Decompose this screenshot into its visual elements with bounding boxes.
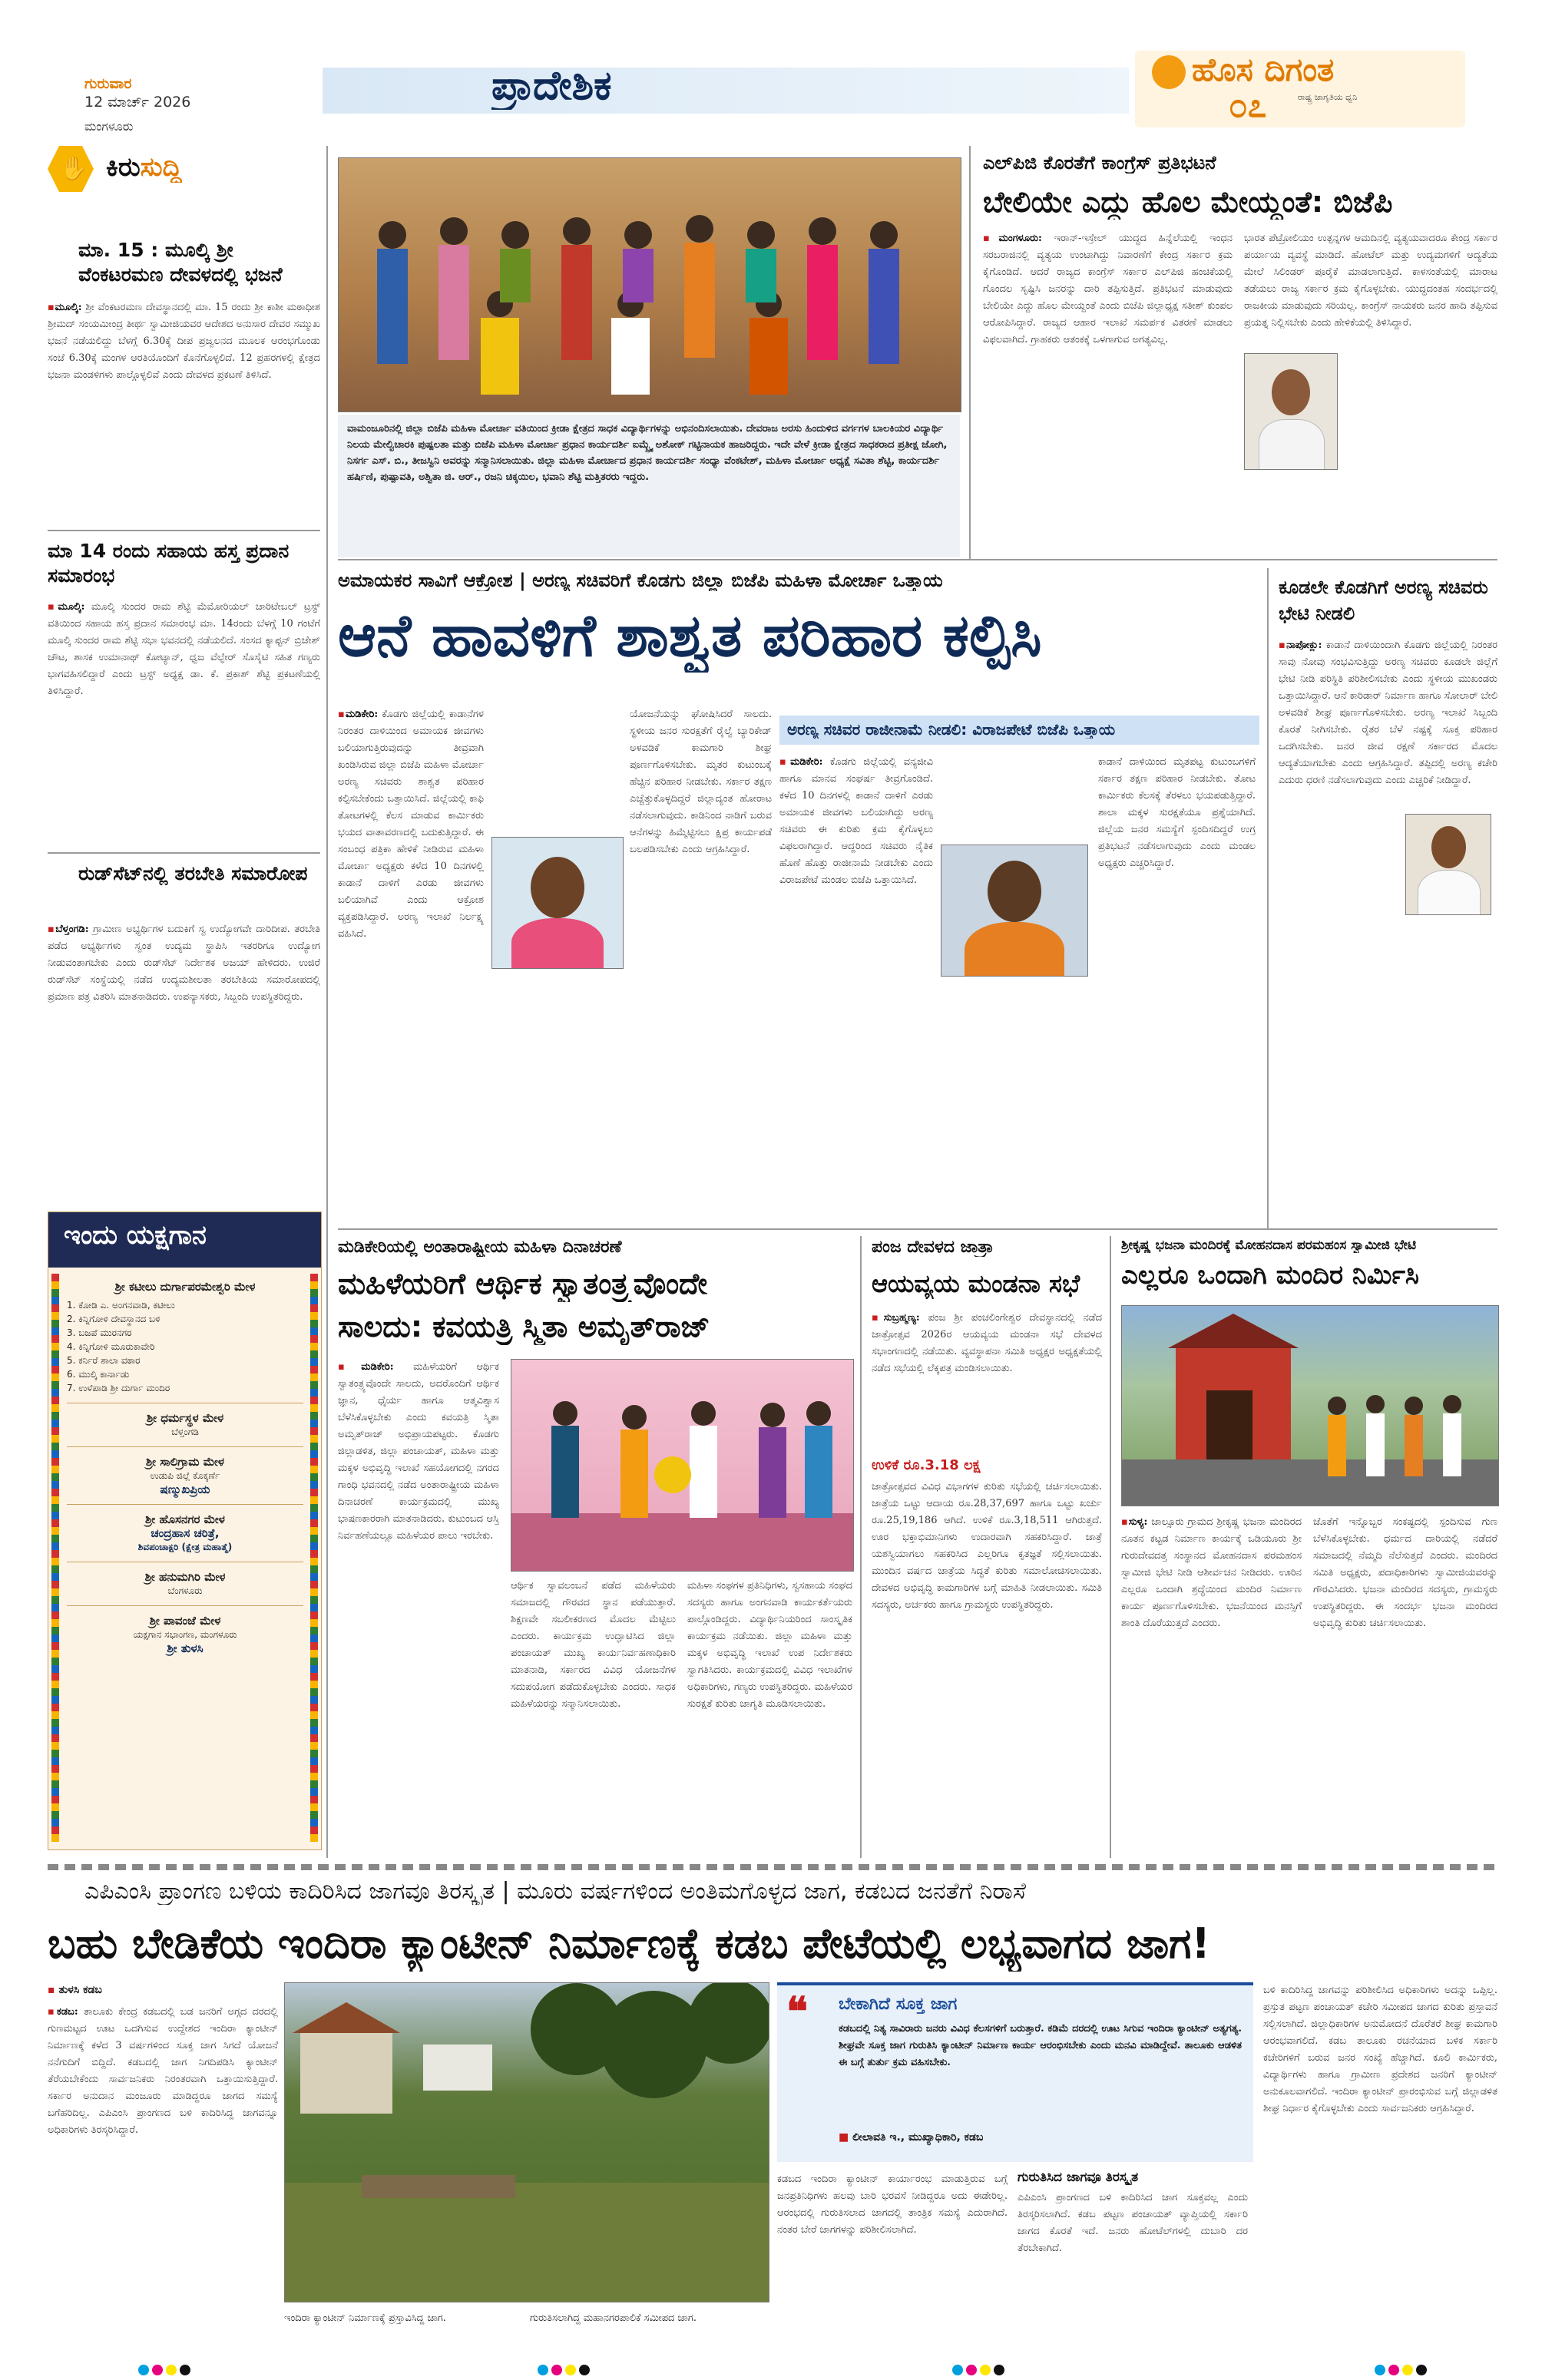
lpg-col-1-text: ಇರಾನ್-ಇಸ್ರೇಲ್ ಯುದ್ಧದ ಹಿನ್ನೆಲೆಯಲ್ಲಿ ಇಂಧನ ಸರಬರಾಜಿನಲ್ಲಿ ವ್ಯತ್ಯಯ ಉಂಟಾಗಿದ್ದು ನಿವಾರಣೆಗೆ ಕೇಂದ್ರ ಸರ್ಕಾರ ಕ್ರಮ ಕೈಗೊಂಡಿದೆ. ಆದರೆ ರಾಜ್ಯದ ಕಾಂಗ್ರೆಸ್ ಸರ್ಕಾರ ಎಲ್‌ಪಿಜಿ ಹಂಚಿಕೆಯಲ್ಲಿ ಗೊಂದಲ ಸೃಷ್ಟಿಸಿ ಜನರನ್ನು ದಾರಿ ತಪ್ಪಿಸುತ್ತಿದೆ. ಪ್ರತಿಭಟನೆ ಮಾಡುವುದು ಬೇಲಿಯೇ ಎದ್ದು ಹೊಲ ಮೇಯ್ದಂತೆ ಎಂದು ಬಿಜೆಪಿ ಜಿಲ್ಲಾಧ್ಯಕ್ಷ ಸತೀಶ್ ಕುಂಪಲ ಆರೋಪಿಸಿದ್ದಾರೆ. ರಾಜ್ಯದ ಆಹಾರ ಇಲಾಖೆ ಸಮರ್ಪಕ ವಿತರಣೆ ಮಾಡಲು ವಿಫಲವಾಗಿದೆ. ಗ್ರಾಹಕರು ಆತಂಕಕ್ಕೆ ಒಳಗಾಗುವ ಅಗತ್ಯವಿಲ್ಲ. [983, 233, 1233, 345]
temple-col-1: ▪ಸುಳ್ಯ: ಜಾಲ್ಸೂರು ಗ್ರಾಮದ ಶ್ರೀಕೃಷ್ಣ ಭಜನಾ ಮಂದಿರದ ನೂತನ ಕಟ್ಟಡ ನಿರ್ಮಾಣ ಕಾರ್ಯಕ್ಕೆ ಒಡಿಯೂರು ಶ್ರೀ ಗುರುದೇವದತ್ತ ಸಂಸ್ಥಾನದ ಮೋಹನದಾಸ ಪರಮಹಂಸ ಸ್ವಾಮೀಜಿ ಭೇಟಿ ನೀಡಿ ಆಶೀರ್ವಚನ ನೀಡಿದರು. ಊರಿನ ಎಲ್ಲರೂ ಒಂದಾಗಿ ಶ್ರದ್ಧೆಯಿಂದ ಮಂದಿರ ನಿರ್ಮಾಣ ಕಾರ್ಯ ಪೂರ್ಣಗೊಳಿಸಬೇಕು. ಭಜನೆಯಿಂದ ಮನಸ್ಸಿಗೆ ಶಾಂತಿ ದೊರೆಯುತ್ತದೆ ಎಂದರು. [1121, 1516, 1302, 1629]
temple-col-2: ಜೊತೆಗೆ ಇನ್ನೊಬ್ಬರ ಸಂಕಷ್ಟದಲ್ಲಿ ಸ್ಪಂದಿಸುವ ಗುಣ ಬೆಳೆಸಿಕೊಳ್ಳಬೇಕು. ಧರ್ಮದ ದಾರಿಯಲ್ಲಿ ನಡೆದರೆ ಸಮಾಜದಲ್ಲಿ ನೆಮ್ಮದಿ ನೆಲೆಸುತ್ತದೆ ಎಂದರು. ಮಂದಿರದ ಸಮಿತಿ ಅಧ್ಯಕ್ಷರು, ಪದಾಧಿಕಾರಿಗಳು ಸ್ವಾಮೀಜಿಯವರನ್ನು ಗೌರವಿಸಿದರು. ಭಜನಾ ಮಂದಿರದ ಸದಸ್ಯರು, ಗ್ರಾಮಸ್ಥರು ಉಪಸ್ಥಿತರಿದ್ದರು. ಈ ಸಂದರ್ಭ ಭಜನಾ ಮಂದಿರದ ಅಭಿವೃದ್ಧಿ ಕುರಿತು ಚರ್ಚಿಸಲಾಯಿತು. [1313, 1516, 1497, 1629]
canteen-place: ಕಡಬ: [56, 2006, 78, 2018]
canteen-col-1: ▪ಕಡಬ: ತಾಲೂಕು ಕೇಂದ್ರ ಕಡಬದಲ್ಲಿ ಬಡ ಜನರಿಗೆ ಅಗ್ಗದ ದರದಲ್ಲಿ ಗುಣಮಟ್ಟದ ಊಟ ಒದಗಿಸುವ ಉದ್ದೇಶದ ಇಂದಿರಾ ಕ್ಯಾಂಟೀನ್ ನಿರ್ಮಾಣಕ್ಕೆ ಕಳೆದ 3 ವರ್ಷಗಳಿಂದ ಸೂಕ್ತ ಜಾಗ ಸಿಗದೆ ಯೋಜನೆ ನನೆಗುದಿಗೆ ಬಿದ್ದಿದೆ. ಕಡಬದಲ್ಲಿ ಜಾಗ ನಿಗದಿಪಡಿಸಿ ಕ್ಯಾಂಟೀನ್ ತೆರೆಯಬೇಕೆಂದು ಸಾರ್ವಜನಿಕರು ನಿರಂತರವಾಗಿ ಒತ್ತಾಯಿಸುತ್ತಿದ್ದಾರೆ. ಸರ್ಕಾರ ಅನುದಾನ ಮಂಜೂರು ಮಾಡಿದ್ದರೂ ಜಾಗದ ಸಮಸ್ಯೆ ಬಗೆಹರಿದಿಲ್ಲ. ಎಪಿಎಂಸಿ ಪ್ರಾಂಗಣದ ಬಳಿ ಕಾದಿರಿಸಿದ್ದ ಜಾಗವನ್ನೂ ಅಧಿಕಾರಿಗಳು ತಿರಸ್ಕರಿಸಿದ್ದಾರೆ. [48, 2006, 278, 2136]
elephant-headline: ಆನೆ ಹಾವಳಿಗೆ ಶಾಶ್ವತ ಪರಿಹಾರ ಕಲ್ಪಿಸಿ [338, 601, 1042, 669]
portrait-body [965, 922, 1064, 977]
temple-photo [1121, 1305, 1499, 1506]
horizontal-rule [338, 559, 1497, 560]
mela-3-place: ಉಡುಪಿ ಜಿಲ್ಲೆ ಕೊಕ್ಕರ್ಣೆ [150, 1470, 220, 1481]
kiru-item-2-text: ಮೂಲ್ಕಿ ಸುಂದರ ರಾಮ ಶೆಟ್ಟಿ ಮೆಮೋರಿಯಲ್ ಚಾರಿಟೇಬಲ್ ಟ್ರಸ್ಟ್ ವತಿಯಿಂದ ಸಹಾಯ ಹಸ್ತ ಪ್ರದಾನ ಸಮಾರಂಭ ಮಾ. 14ರಂದು ಬೆಳಗ್ಗೆ 10 ಗಂಟೆಗೆ ಮೂಲ್ಕಿ ಸುಂದರ ರಾಮ ಶೆಟ್ಟಿ ಸಭಾ ಭವನದಲ್ಲಿ ನಡೆಯಲಿದೆ. ಸಂಸದ ಕ್ಯಾಪ್ಟನ್ ಬ್ರಿಜೇಶ್ ಚೌಟ, ಶಾಸಕ ಉಮಾನಾಥ್ ಕೋಟ್ಯಾನ್, ಧ್ವಜ ವೆಲ್ಫೇರ್ ಸೊಸೈಟಿ ಸಹಿತ ಗಣ್ಯರು ಭಾಗವಹಿಸಲಿದ್ದಾರೆ ಎಂದು ಟ್ರಸ್ಟ್ ಅಧ್ಯಕ್ಷ ಡಾ. ಕೆ. ಪ್ರಕಾಶ್ ಶೆಟ್ಟಿ ಪ್ರಕಟಣೆಯಲ್ಲಿ ತಿಳಿಸಿದ್ದಾರೆ. [48, 601, 320, 697]
masthead-edition: ಮಂಗಳೂರು [84, 119, 134, 134]
mela-5-place: ಬೆಂಗಳೂರು [167, 1585, 203, 1596]
masthead-day: ಗುರುವಾರ [84, 75, 132, 92]
masthead-date: 12 ಮಾರ್ಚ್ 2026 [84, 94, 191, 111]
kiru-item-3-text: ಗ್ರಾಮೀಣ ಅಭ್ಯರ್ಥಿಗಳ ಬದುಕಿಗೆ ಸ್ವ ಉದ್ಯೋಗವೇ ದಾರಿದೀಪ. ತರಬೇತಿ ಪಡೆದ ಅಭ್ಯರ್ಥಿಗಳು ಸ್ವಂತ ಉದ್ಯಮ ಸ್ಥಾಪಿಸಿ ಇತರರಿಗೂ ಉದ್ಯೋಗ ನೀಡುವಂತಾಗಬೇಕು ಎಂದು ರುಡ್‌ಸೆಟ್ ನಿರ್ದೇಶಕ ಅಜಯ್ ಹೇಳಿದರು. ಉಜಿರೆ ರುಡ್‌ಸೆಟ್ ಸಂಸ್ಥೆಯಲ್ಲಿ ನಡೆದ ಉದ್ಯಮಶೀಲತಾ ತರಬೇತಿಯ ಸಮಾರೋಪದಲ್ಲಿ ಪ್ರಮಾಣ ಪತ್ರ ವಿತರಿಸಿ ಮಾತನಾಡಿದರು. ಉಪನ್ಯಾಸಕರು, ಸಿಬ್ಬಂದಿ ಉಪಸ್ಥಿತರಿದ್ದರು. [48, 924, 320, 1003]
mela-1-item-3: 3. ಬಜಪೆ ಮುರನಗರ [67, 1327, 132, 1338]
canteen-quote-box [777, 1982, 1253, 2162]
portrait-head [1431, 826, 1466, 868]
mela-1-item-6: 6. ಮುಲ್ಕಿ ಕಾರ್ನಾಡು [67, 1369, 130, 1380]
mela-2-place: ಬೆಳ್ತಂಗಡಿ [171, 1426, 199, 1437]
canteen-quote-author-text: ಲೀಲಾವತಿ ಇ., ಮುಖ್ಯಾಧಿಕಾರಿ, ಕಡಬ [852, 2131, 984, 2144]
elephant-sub-col-2: ಕಾಡಾನೆ ದಾಳಿಯಿಂದ ಮೃತಪಟ್ಟ ಕುಟುಂಬಗಳಿಗೆ ಸರ್ಕಾರ ತಕ್ಷಣ ಪರಿಹಾರ ನೀಡಬೇಕು. ತೋಟ ಕಾರ್ಮಿಕರು ಕೆಲಸಕ್ಕೆ ತೆರಳಲು ಭಯಪಡುತ್ತಿದ್ದಾರೆ. ಶಾಲಾ ಮಕ್ಕಳ ಸುರಕ್ಷತೆಯೂ ಪ್ರಶ್ನೆಯಾಗಿದೆ. ಜಿಲ್ಲೆಯ ಜನರ ಸಮಸ್ಯೆಗೆ ಸ್ಪಂದಿಸದಿದ್ದರೆ ಉಗ್ರ ಪ್ರತಿಭಟನೆ ನಡೆಸಲಾಗುವುದು ಎಂದು ಮಂಡಲ ಅಧ್ಯಕ್ಷರು ಎಚ್ಚರಿಸಿದ್ದಾರೆ. [1098, 756, 1256, 869]
mela-3-title: ಶ್ರೀ ಸಾಲಿಗ್ರಾಮ ಮೇಳ [145, 1455, 225, 1469]
column-rule [326, 146, 328, 1858]
womens-day-photo [511, 1359, 854, 1572]
mela-5-title: ಶ್ರೀ ಹನುಮಗಿರಿ ಮೇಳ [144, 1570, 226, 1584]
canteen-photo-1 [284, 1982, 769, 2302]
elephant-kicker: ಅಮಾಯಕರ ಸಾವಿಗೆ ಆಕ್ರೋಶ | ಅರಣ್ಯ ಸಚಿವರಿಗೆ ಕೊಡಗು ಜಿಲ್ಲಾ ಬಿಜೆಪಿ ಮಹಿಳಾ ಮೋರ್ಚಾ ಒತ್ತಾಯ [338, 570, 943, 591]
canteen-quote-author: ■ ಲೀಲಾವತಿ ಇ., ಮುಖ್ಯಾಧಿಕಾರಿ, ಕಡಬ [839, 2131, 984, 2144]
kiru-label [106, 152, 182, 183]
kiru-item-1-body: ▪ಮೂಲ್ಕಿ: ಶ್ರೀ ವೆಂಕಟರಮಣ ದೇವಸ್ಥಾನದಲ್ಲಿ ಮಾ. 15 ರಂದು ಶ್ರೀ ಕಾಶೀ ಮಠಾಧೀಶ ಶ್ರೀಮದ್ ಸಂಯಮೀಂದ್ರ ತೀರ್ಥ ಸ್ವಾಮೀಜಿಯವರ ಆದೇಶದ ಅನುಸಾರ ದೇವರ ಸಮ್ಮುಖ ಭಜನೆ ನಡೆಯಲಿದ್ದು ಬೆಳಗ್ಗೆ 6.30ಕ್ಕೆ ದೀಪ ಪ್ರಜ್ವಲನದ ಮೂಲಕ ಆರಂಭಗೊಂಡು ಸಂಜೆ 6.30ಕ್ಕೆ ಮಂಗಳ ಆರತಿಯೊಂದಿಗೆ ಕೊನೆಗೊಳ್ಳಲಿದೆ. 12 ಪ್ರಹರಗಳಲ್ಲಿ ಕ್ಷೇತ್ರದ ಭಜನಾ ಮಂಡಳಿಗಳು ಪಾಲ್ಗೊಳ್ಳಲಿವೆ ಎಂದು ದೇವಳದ ಪ್ರಕಟಣೆ ತಿಳಿಸಿದೆ. [48, 302, 320, 381]
lpg-col-2: ಭಾರತ ಪೆಟ್ರೋಲಿಯಂ ಉತ್ಪನ್ನಗಳ ಆಮದಿನಲ್ಲಿ ವ್ಯತ್ಯಯವಾದರೂ ಕೇಂದ್ರ ಸರ್ಕಾರ ಪರ್ಯಾಯ ವ್ಯವಸ್ಥೆ ಮಾಡಿದೆ. ಹೋಟೆಲ್ ಮತ್ತು ಉದ್ಯಮಗಳಿಗೆ ಆದ್ಯತೆಯ ಮೇಲೆ ಸಿಲಿಂಡರ್ ಪೂರೈಕೆ ಮಾಡಲಾಗುತ್ತಿದೆ. ಕಾಳಸಂತೆಯಲ್ಲಿ ಮಾರಾಟ ತಡೆಯಲು ರಾಜ್ಯ ಸರ್ಕಾರ ಕ್ರಮ ಕೈಗೊಳ್ಳಬೇಕು. ಯುದ್ಧದಂತಹ ಸಂದರ್ಭದಲ್ಲಿ ರಾಜಕೀಯ ಮಾಡುವುದು ಸರಿಯಲ್ಲ. ಕಾಂಗ್ರೆಸ್ ನಾಯಕರು ಜನರ ಹಾದಿ ತಪ್ಪಿಸುವ ಪ್ರಯತ್ನ ನಿಲ್ಲಿಸಬೇಕು ಎಂದು ಹೇಳಿಕೆಯಲ್ಲಿ ತಿಳಿಸಿದ್ದಾರೆ. [1244, 233, 1497, 329]
jatra-place: ಸುಬ್ರಹ್ಮಣ್ಯ: [883, 1312, 920, 1324]
elephant-col-2: ಯೋಜನೆಯನ್ನು ಘೋಷಿಸಿದರೆ ಸಾಲದು. ಸ್ಥಳೀಯ ಜನರ ಸುರಕ್ಷತೆಗೆ ರೈಲ್ವೆ ಬ್ಯಾರಿಕೇಡ್ ಅಳವಡಿಕೆ ಕಾಮಗಾರಿ ಶೀಘ್ರ ಪೂರ್ಣಗೊಳಿಸಬೇಕು. ಮೃತರ ಕುಟುಂಬಕ್ಕೆ ಹೆಚ್ಚಿನ ಪರಿಹಾರ ನೀಡಬೇಕು. ಸರ್ಕಾರ ತಕ್ಷಣ ಎಚ್ಚೆತ್ತುಕೊಳ್ಳದಿದ್ದರೆ ಜಿಲ್ಲಾದ್ಯಂತ ಹೋರಾಟ ನಡೆಸಲಾಗುವುದು. ಕಾಡಿನಿಂದ ನಾಡಿಗೆ ಬರುವ ಆನೆಗಳನ್ನು ಹಿಮ್ಮೆಟ್ಟಿಸಲು ಕ್ಷಿಪ್ರ ಕಾರ್ಯಪಡೆ ಬಲಪಡಿಸಬೇಕು ಎಂದು ಆಗ್ರಹಿಸಿದ್ದಾರೆ. [630, 709, 772, 855]
jatra-subhead: ಉಳಿಕೆ ರೂ.3.18 ಲಕ್ಷ [872, 1457, 981, 1473]
yakshagana-border-right [310, 1274, 318, 1842]
kiru-item-1-headline: ಮಾ. 15 : ಮೂಲ್ಕಿ ಶ್ರೀ ವೆಂಕಟರಮಣ ದೇವಳದಲ್ಲಿ ಭಜನೆ [78, 239, 283, 286]
canteen-quote-text: ಕಡಬದಲ್ಲಿ ನಿತ್ಯ ಸಾವಿರಾರು ಜನರು ವಿವಿಧ ಕೆಲಸಗಳಿಗೆ ಬರುತ್ತಾರೆ. ಕಡಿಮೆ ದರದಲ್ಲಿ ಊಟ ಸಿಗುವ ಇಂದಿರಾ ಕ್ಯಾಂಟೀನ್ ಅತ್ಯಗತ್ಯ. ಶೀಘ್ರವೇ ಸೂಕ್ತ ಜಾಗ ಗುರುತಿಸಿ ಕ್ಯಾಂಟೀನ್ ನಿರ್ಮಾಣ ಕಾರ್ಯ ಆರಂಭಿಸಬೇಕು ಎಂದು ಮನವಿ ಮಾಡಿದ್ದೇವೆ. ತಾಲೂಕು ಆಡಳಿತ ಈ ಬಗ್ಗೆ ತುರ್ತು ಕ್ರಮ ವಹಿಸಬೇಕು. [839, 2023, 1242, 2068]
kiru-item-3-place: ಬೆಳ್ತಂಗಡಿ: [55, 924, 89, 935]
womens-day-place: ಮಡಿಕೇರಿ: [361, 1361, 394, 1373]
mela-3-show: ಷಣ್ಮುಖಪ್ರಿಯ [160, 1483, 210, 1496]
portrait-head [531, 857, 584, 918]
kiru-item-2-headline: ಮಾ 14 ರಂದು ಸಹಾಯ ಹಸ್ತ ಪ್ರದಾನ ಸಮಾರಂಭ [48, 540, 290, 587]
womens-day-headline-2: ಸಾಲದು: ಕವಯತ್ರಿ ಸ್ಮಿತಾ ಅಮೃತ್‌ರಾಜ್ [338, 1310, 710, 1344]
temple-place: ಸುಳ್ಯ: [1128, 1516, 1148, 1528]
elephant-sub-headline: ಅರಣ್ಯ ಸಚಿವರ ರಾಜೀನಾಮೆ ನೀಡಲಿ: ವಿರಾಜಪೇಟೆ ಬಿಜೆಪಿ ಒತ್ತಾಯ [787, 720, 1116, 739]
brand-tagline: ರಾಷ್ಟ್ರ ಜಾಗೃತಿಯ ಧ್ವನಿ [1298, 92, 1358, 102]
mela-6-title: ಶ್ರೀ ಪಾವಂಜೆ ಮೇಳ [149, 1614, 221, 1628]
mela-4-title: ಶ್ರೀ ಹೊಸನಗರ ಮೇಳ [145, 1512, 225, 1526]
quote-icon: ❝ [786, 1988, 808, 2035]
group-photo-figures [339, 158, 961, 412]
elephant-sub-col-1: ▪ಮಡಿಕೇರಿ: ಕೊಡಗು ಜಿಲ್ಲೆಯಲ್ಲಿ ವನ್ಯಜೀವಿ ಹಾಗೂ ಮಾನವ ಸಂಘರ್ಷ ತೀವ್ರಗೊಂಡಿದೆ. ಕಳೆದ 10 ದಿನಗಳಲ್ಲಿ ಕಾಡಾನೆ ದಾಳಿಗೆ ಎರಡು ಅಮಾಯಕ ಜೀವಗಳು ಬಲಿಯಾಗಿದ್ದು ಅರಣ್ಯ ಸಚಿವರು ಈ ಕುರಿತು ಕ್ರಮ ಕೈಗೊಳ್ಳಲು ವಿಫಲರಾಗಿದ್ದಾರೆ. ಆದ್ದರಿಂದ ಸಚಿವರು ನೈತಿಕ ಹೊಣೆ ಹೊತ್ತು ರಾಜೀನಾಮೆ ನೀಡಬೇಕು ಎಂದು ವಿರಾಜಪೇಟೆ ಮಂಡಲ ಬಿಜೆಪಿ ಒತ್ತಾಯಿಸಿದೆ. [779, 756, 933, 886]
divider [48, 530, 320, 531]
column-rule [1110, 1236, 1111, 1858]
mela-1-item-2: 2. ಕಿನ್ನಿಗೋಳಿ ದೇವಸ್ಥಾನದ ಬಳಿ [67, 1314, 160, 1324]
jatra-body-1: ▪ಸುಬ್ರಹ್ಮಣ್ಯ: ಪಂಜ ಶ್ರೀ ಪಂಚಲಿಂಗೇಶ್ವರ ದೇವಸ್ಥಾನದಲ್ಲಿ ನಡೆದ ಜಾತ್ರೋತ್ಸವ 2026ರ ಆಯವ್ಯಯ ಮಂಡನಾ ಸಭೆ ದೇವಳದ ಸಭಾಂಗಣದಲ್ಲಿ ನಡೆಯಿತು. ವ್ಯವಸ್ಥಾಪನಾ ಸಮಿತಿ ಅಧ್ಯಕ್ಷರ ಅಧ್ಯಕ್ಷತೆಯಲ್ಲಿ ನಡೆದ ಸಭೆಯಲ್ಲಿ ಲೆಕ್ಕಪತ್ರ ಮಂಡಿಸಲಾಯಿತು. [872, 1312, 1102, 1374]
kiru-suddi-column [48, 146, 320, 1213]
jatra-kicker: ಪಂಜ ದೇವಳದ ಜಾತ್ರಾ [872, 1238, 994, 1257]
mela-4-show-a: ಚಂದ್ರಹಾಸ ಚರಿತ್ರೆ, [151, 1526, 220, 1540]
womens-day-kicker: ಮಡಿಕೇರಿಯಲ್ಲಿ ಅಂತಾರಾಷ್ಟ್ರೀಯ ಮಹಿಳಾ ದಿನಾಚರಣೆ [338, 1238, 622, 1257]
mela-1-title: ಶ್ರೀ ಕಟೀಲು ದುರ್ಗಾಪರಮೇಶ್ವರಿ ಮೇಳ [114, 1280, 256, 1294]
registration-marks [0, 2365, 1542, 2380]
yakshagana-border-left [51, 1274, 59, 1842]
temple-kicker: ಶ್ರೀಕೃಷ್ಣ ಭಜನಾ ಮಂದಿರಕ್ಕೆ ಮೋಹನದಾಸ ಪರಮಹಂಸ ಸ್ವಾಮೀಜಿ ಭೇಟಿ [1121, 1238, 1417, 1253]
kodagu-side-body: ▪ನಾಪೋಕ್ಲು: ಕಾಡಾನೆ ದಾಳಿಯಿಂದಾಗಿ ಕೊಡಗು ಜಿಲ್ಲೆಯಲ್ಲಿ ನಿರಂತರ ಸಾವು ನೋವು ಸಂಭವಿಸುತ್ತಿದ್ದು ಅರಣ್ಯ ಸಚಿವರು ಕೂಡಲೇ ಜಿಲ್ಲೆಗೆ ಭೇಟಿ ನೀಡಿ ಪರಿಸ್ಥಿತಿ ಪರಿಶೀಲಿಸಬೇಕು ಎಂದು ಸ್ಥಳೀಯ ಮುಖಂಡರು ಒತ್ತಾಯಿಸಿದ್ದಾರೆ. ಆನೆ ಕಾರಿಡಾರ್ ನಿರ್ಮಾಣ ಹಾಗೂ ಸೋಲಾರ್ ಬೇಲಿ ಅಳವಡಿಕೆ ಶೀಘ್ರ ಪೂರ್ಣಗೊಳಿಸಬೇಕು. ಅರಣ್ಯ ಇಲಾಖೆ ಸಿಬ್ಬಂದಿ ಕೊರತೆ ನೀಗಿಸಬೇಕು. ರೈತರ ಬೆಳೆ ನಷ್ಟಕ್ಕೆ ಸೂಕ್ತ ಪರಿಹಾರ ಒದಗಿಸಬೇಕು. ಜನರ ಜೀವ ರಕ್ಷಣೆ ಸರ್ಕಾರದ ಮೊದಲ ಆದ್ಯತೆಯಾಗಬೇಕು ಎಂದು ಆಗ್ರಹಿಸಿದ್ದಾರೆ. ತಪ್ಪಿದಲ್ಲಿ ಅರಣ್ಯ ಕಚೇರಿ ಎದುರು ಧರಣಿ ನಡೆಸಲಾಗುವುದು ಎಂದು ಎಚ್ಚರಿಕೆ ನೀಡಿದ್ದಾರೆ. [1279, 640, 1497, 786]
separator-dashes [48, 1864, 1497, 1870]
column-rule [969, 146, 971, 560]
hand-icon: ✋ [59, 155, 88, 182]
brand-logo-icon [1152, 55, 1186, 89]
jatra-body-1-text: ಪಂಜ ಶ್ರೀ ಪಂಚಲಿಂಗೇಶ್ವರ ದೇವಸ್ಥಾನದಲ್ಲಿ ನಡೆದ ಜಾತ್ರೋತ್ಸವ 2026ರ ಆಯವ್ಯಯ ಮಂಡನಾ ಸಭೆ ದೇವಳದ ಸಭಾಂಗಣದಲ್ಲಿ ನಡೆಯಿತು. ವ್ಯವಸ್ಥಾಪನಾ ಸಮಿತಿ ಅಧ್ಯಕ್ಷರ ಅಧ್ಯಕ್ಷತೆಯಲ್ಲಿ ನಡೆದ ಸಭೆಯಲ್ಲಿ ಲೆಕ್ಕಪತ್ರ ಮಂಡಿಸಲಾಯಿತು. [872, 1312, 1102, 1374]
womens-day-col-2: ಆರ್ಥಿಕ ಸ್ವಾವಲಂಬನೆ ಪಡೆದ ಮಹಿಳೆಯರು ಸಮಾಜದಲ್ಲಿ ಗೌರವದ ಸ್ಥಾನ ಪಡೆಯುತ್ತಾರೆ. ಶಿಕ್ಷಣವೇ ಸಬಲೀಕರಣದ ಮೊದಲ ಮೆಟ್ಟಿಲು ಎಂದರು. ಕಾರ್ಯಕ್ರಮ ಉದ್ಘಾಟಿಸಿದ ಜಿಲ್ಲಾ ಪಂಚಾಯತ್ ಮುಖ್ಯ ಕಾರ್ಯನಿರ್ವಹಣಾಧಿಕಾರಿ ಮಾತನಾಡಿ, ಸರ್ಕಾರದ ವಿವಿಧ ಯೋಜನೆಗಳ ಸದುಪಯೋಗ ಪಡೆದುಕೊಳ್ಳಬೇಕು ಎಂದರು. ಸಾಧಕ ಮಹಿಳೆಯರನ್ನು ಸನ್ಮಾನಿಸಲಾಯಿತು. [511, 1580, 676, 1710]
lpg-headline: ಬೇಲಿಯೇ ಎದ್ದು ಹೊಲ ಮೇಯ್ದಂತೆ: ಬಿಜೆಪಿ [983, 185, 1393, 219]
temple-scene [1122, 1306, 1498, 1506]
portrait-body [511, 918, 604, 969]
womens-day-headline-1: ಮಹಿಳೆಯರಿಗೆ ಆರ್ಥಿಕ ಸ್ವಾತಂತ್ರ್ಯವೊಂದೇ [338, 1267, 708, 1301]
mela-1-item-7: 7. ಉಳೆಪಾಡಿ ಶ್ರೀ ದುರ್ಗಾ ಮಂದಿರ [67, 1383, 170, 1393]
portrait-head [988, 861, 1041, 922]
kiru-item-2-body: ▪ಮೂಲ್ಕಿ: ಮೂಲ್ಕಿ ಸುಂದರ ರಾಮ ಶೆಟ್ಟಿ ಮೆಮೋರಿಯಲ್ ಚಾರಿಟೇಬಲ್ ಟ್ರಸ್ಟ್ ವತಿಯಿಂದ ಸಹಾಯ ಹಸ್ತ ಪ್ರದಾನ ಸಮಾರಂಭ ಮಾ. 14ರಂದು ಬೆಳಗ್ಗೆ 10 ಗಂಟೆಗೆ ಮೂಲ್ಕಿ ಸುಂದರ ರಾಮ ಶೆಟ್ಟಿ ಸಭಾ ಭವನದಲ್ಲಿ ನಡೆಯಲಿದೆ. ಸಂಸದ ಕ್ಯಾಪ್ಟನ್ ಬ್ರಿಜೇಶ್ ಚೌಟ, ಶಾಸಕ ಉಮಾನಾಥ್ ಕೋಟ್ಯಾನ್, ಧ್ವಜ ವೆಲ್ಫೇರ್ ಸೊಸೈಟಿ ಸಹಿತ ಗಣ್ಯರು ಭಾಗವಹಿಸಲಿದ್ದಾರೆ ಎಂದು ಟ್ರಸ್ಟ್ ಅಧ್ಯಕ್ಷ ಡಾ. ಕೆ. ಪ್ರಕಾಶ್ ಶೆಟ್ಟಿ ಪ್ರಕಟಣೆಯಲ್ಲಿ ತಿಳಿಸಿದ್ದಾರೆ. [48, 601, 320, 697]
elephant-place: ಮಡಿಕೇರಿ: [345, 709, 379, 720]
canteen-caption-1: ಇಂದಿರಾ ಕ್ಯಾಂಟೀನ್ ನಿರ್ಮಾಣಕ್ಕೆ ಪ್ರಸ್ತಾವಿಸಿದ್ದ ಜಾಗ. [284, 2312, 446, 2324]
mela-1-item-1: 1. ಕೋಡಿ ಎ. ಅಂಗನವಾಡಿ, ಕಟೀಲು [67, 1300, 175, 1311]
masthead [0, 0, 1542, 138]
bjp-women-caption: ವಾಮಂಜೂರಿನಲ್ಲಿ ಜಿಲ್ಲಾ ಬಿಜೆಪಿ ಮಹಿಳಾ ಮೋರ್ಚಾ ವತಿಯಿಂದ ಕ್ರೀಡಾ ಕ್ಷೇತ್ರದ ಸಾಧಕ ವಿದ್ಯಾರ್ಥಿಗಳನ್ನು ಅಭಿನಂದಿಸಲಾಯಿತು. ದೇವರಾಜ ಅರಸು ಹಿಂದುಳಿದ ವರ್ಗಗಳ ಬಾಲಕಿಯರ ವಿದ್ಯಾರ್ಥಿ ನಿಲಯ ಮೇಲ್ವಿಚಾರಕಿ ಪುಷ್ಪಲತಾ ಮತ್ತು ಬಿಜೆಪಿ ಮಹಿಳಾ ಮೋರ್ಚಾ ಪ್ರಧಾನ ಕಾರ್ಯದರ್ಶಿ ಐಮ್ಬ್ರ್ಯೆ ಅಶೋಕ್ ಗಟ್ಟಿನಾಯಕ ಹಾಜರಿದ್ದರು. ಇದೇ ವೇಳೆ ಕ್ರೀಡಾ ಕ್ಷೇತ್ರದ ಸಾಧಕರಾದ ಪ್ರತೀಕ್ಷ ಜೋಗಿ, ನಿಸರ್ಗ ಎಸ್. ಬಿ., ತೀಜಸ್ವಿನಿ ಅವರನ್ನು ಸನ್ಮಾನಿಸಲಾಯಿತು. ಜಿಲ್ಲಾ ಮಹಿಳಾ ಮೋರ್ಚಾದ ಪ್ರಧಾನ ಕಾರ್ಯದರ್ಶಿ ಸಂಧ್ಯಾ ವೆಂಕಟೇಶ್, ಮಹಿಳಾ ಮೋರ್ಚಾ ಅಧ್ಯಕ್ಷೆ ಸವಿತಾ ಶೆಟ್ಟಿ, ಕಾರ್ಯದರ್ಶಿ ಹರ್ಷಿಣಿ, ಪುಷ್ಪಾವತಿ, ಅಶ್ವಿತಾ ಜಿ. ಆರ್., ರಜನಿ ಚಿಕ್ಕಯಿಲ, ಭವಾನಿ ಶೆಟ್ಟಿ ಮತ್ತಿತರರು ಇದ್ದರು. [338, 415, 960, 557]
lpg-col-1: ▪ಮಂಗಳೂರು: ಇರಾನ್-ಇಸ್ರೇಲ್ ಯುದ್ಧದ ಹಿನ್ನೆಲೆಯಲ್ಲಿ ಇಂಧನ ಸರಬರಾಜಿನಲ್ಲಿ ವ್ಯತ್ಯಯ ಉಂಟಾಗಿದ್ದು ನಿವಾರಣೆಗೆ ಕೇಂದ್ರ ಸರ್ಕಾರ ಕ್ರಮ ಕೈಗೊಂಡಿದೆ. ಆದರೆ ರಾಜ್ಯದ ಕಾಂಗ್ರೆಸ್ ಸರ್ಕಾರ ಎಲ್‌ಪಿಜಿ ಹಂಚಿಕೆಯಲ್ಲಿ ಗೊಂದಲ ಸೃಷ್ಟಿಸಿ ಜನರನ್ನು ದಾರಿ ತಪ್ಪಿಸುತ್ತಿದೆ. ಪ್ರತಿಭಟನೆ ಮಾಡುವುದು ಬೇಲಿಯೇ ಎದ್ದು ಹೊಲ ಮೇಯ್ದಂತೆ ಎಂದು ಬಿಜೆಪಿ ಜಿಲ್ಲಾಧ್ಯಕ್ಷ ಸತೀಶ್ ಕುಂಪಲ ಆರೋಪಿಸಿದ್ದಾರೆ. ರಾಜ್ಯದ ಆಹಾರ ಇಲಾಖೆ ಸಮರ್ಪಕ ವಿತರಣೆ ಮಾಡಲು ವಿಫಲವಾಗಿದೆ. ಗ್ರಾಹಕರು ಆತಂಕಕ್ಕೆ ಒಳಗಾಗುವ ಅಗತ್ಯವಿಲ್ಲ. [983, 233, 1233, 345]
section-bar [323, 68, 1129, 114]
kodagu-side-headline: ಕೂಡಲೇ ಕೊಡಗಿಗೆ ಅರಣ್ಯ ಸಚಿವರು ಭೇಟಿ ನೀಡಲಿ [1279, 577, 1488, 624]
column-rule [860, 1236, 862, 1858]
kiru-label-b: ಸುದ್ದಿ [140, 152, 182, 183]
canteen-mid-col-2-head: ಗುರುತಿಸಿದ ಜಾಗವೂ ತಿರಸ್ಕೃತ [1018, 2170, 1139, 2185]
section-title: ಪ್ರಾದೇಶಿಕ [491, 63, 612, 109]
lpg-place: ಮಂಗಳೂರು: [998, 233, 1042, 244]
portrait-body [1259, 419, 1325, 470]
jatra-headline: ಆಯವ್ಯಯ ಮಂಡನಾ ಸಭೆ [872, 1269, 1080, 1298]
kiru-item-1-text: ಶ್ರೀ ವೆಂಕಟರಮಣ ದೇವಸ್ಥಾನದಲ್ಲಿ ಮಾ. 15 ರಂದು ಶ್ರೀ ಕಾಶೀ ಮಠಾಧೀಶ ಶ್ರೀಮದ್ ಸಂಯಮೀಂದ್ರ ತೀರ್ಥ ಸ್ವಾಮೀಜಿಯವರ ಆದೇಶದ ಅನುಸಾರ ದೇವರ ಸಮ್ಮುಖ ಭಜನೆ ನಡೆಯಲಿದ್ದು ಬೆಳಗ್ಗೆ 6.30ಕ್ಕೆ ದೀಪ ಪ್ರಜ್ವಲನದ ಮೂಲಕ ಆರಂಭಗೊಂಡು ಸಂಜೆ 6.30ಕ್ಕೆ ಮಂಗಳ ಆರತಿಯೊಂದಿಗೆ ಕೊನೆಗೊಳ್ಳಲಿದೆ. 12 ಪ್ರಹರಗಳಲ್ಲಿ ಕ್ಷೇತ್ರದ ಭಜನಾ ಮಂಡಳಿಗಳು ಪಾಲ್ಗೊಳ್ಳಲಿವೆ ಎಂದು ದೇವಳದ ಪ್ರಕಟಣೆ ತಿಳಿಸಿದೆ. [48, 302, 320, 381]
canteen-col-1-text: ತಾಲೂಕು ಕೇಂದ್ರ ಕಡಬದಲ್ಲಿ ಬಡ ಜನರಿಗೆ ಅಗ್ಗದ ದರದಲ್ಲಿ ಗುಣಮಟ್ಟದ ಊಟ ಒದಗಿಸುವ ಉದ್ದೇಶದ ಇಂದಿರಾ ಕ್ಯಾಂಟೀನ್ ನಿರ್ಮಾಣಕ್ಕೆ ಕಳೆದ 3 ವರ್ಷಗಳಿಂದ ಸೂಕ್ತ ಜಾಗ ಸಿಗದೆ ಯೋಜನೆ ನನೆಗುದಿಗೆ ಬಿದ್ದಿದೆ. ಕಡಬದಲ್ಲಿ ಜಾಗ ನಿಗದಿಪಡಿಸಿ ಕ್ಯಾಂಟೀನ್ ತೆರೆಯಬೇಕೆಂದು ಸಾರ್ವಜನಿಕರು ನಿರಂತರವಾಗಿ ಒತ್ತಾಯಿಸುತ್ತಿದ್ದಾರೆ. ಸರ್ಕಾರ ಅನುದಾನ ಮಂಜೂರು ಮಾಡಿದ್ದರೂ ಜಾಗದ ಸಮಸ್ಯೆ ಬಗೆಹರಿದಿಲ್ಲ. ಎಪಿಎಂಸಿ ಪ್ರಾಂಗಣದ ಬಳಿ ಕಾದಿರಿಸಿದ್ದ ಜಾಗವನ್ನೂ ಅಧಿಕಾರಿಗಳು ತಿರಸ್ಕರಿಸಿದ್ದಾರೆ. [48, 2006, 278, 2136]
elephant-portrait [491, 837, 624, 969]
divider [48, 852, 320, 854]
canteen-headline: ಬಹು ಬೇಡಿಕೆಯ ಇಂದಿರಾ ಕ್ಯಾಂಟೀನ್ ನಿರ್ಮಾಣಕ್ಕೆ ಕಡಬ ಪೇಟೆಯಲ್ಲಿ ಲಭ್ಯವಾಗದ ಜಾಗ! [48, 1919, 1211, 1968]
mela-1-item-5: 5. ಕರ್ನಿರೆ ಶಾಲಾ ವಠಾರ [67, 1355, 141, 1366]
canteen-kicker: ಎಪಿಎಂಸಿ ಪ್ರಾಂಗಣ ಬಳಿಯ ಕಾದಿರಿಸಿದ ಜಾಗವೂ ತಿರಸ್ಕೃತ | ಮೂರು ವರ್ಷಗಳಿಂದ ಅಂತಿಮಗೊಳ್ಳದ ಜಾಗ, ಕಡಬದ ಜನತೆಗೆ ನಿರಾಸೆ [84, 1878, 1026, 1905]
elephant-col-1-text: ಕೊಡಗು ಜಿಲ್ಲೆಯಲ್ಲಿ ಕಾಡಾನೆಗಳ ನಿರಂತರ ದಾಳಿಯಿಂದ ಅಮಾಯಕ ಜೀವಗಳು ಬಲಿಯಾಗುತ್ತಿರುವುದನ್ನು ತೀವ್ರವಾಗಿ ಖಂಡಿಸಿರುವ ಜಿಲ್ಲಾ ಬಿಜೆಪಿ ಮಹಿಳಾ ಮೋರ್ಚಾ ಅರಣ್ಯ ಸಚಿವರು ಶಾಶ್ವತ ಪರಿಹಾರ ಕಲ್ಪಿಸಬೇಕೆಂದು ಒತ್ತಾಯಿಸಿದೆ. ಜಿಲ್ಲೆಯಲ್ಲಿ ಕಾಫಿ ತೋಟಗಳಲ್ಲಿ ಕೆಲಸ ಮಾಡುವ ಕಾರ್ಮಿಕರು ಭಯದ ವಾತಾವರಣದಲ್ಲಿ ಬದುಕುತ್ತಿದ್ದಾರೆ. ಈ ಸಂಬಂಧ ಪತ್ರಿಕಾ ಹೇಳಿಕೆ ನೀಡಿರುವ ಮಹಿಳಾ ಮೋರ್ಚಾ ಅಧ್ಯಕ್ಷರು ಕಳೆದ 10 ದಿನಗಳಲ್ಲಿ ಕಾಡಾನೆ ದಾಳಿಗೆ ಎರಡು ಜೀವಗಳು ಬಲಿಯಾಗಿವೆ ಎಂದು ಆಕ್ರೋಶ ವ್ಯಕ್ತಪಡಿಸಿದ್ದಾರೆ. ಅರಣ್ಯ ಇಲಾಖೆ ನಿರ್ಲಕ್ಷ್ಯ ವಹಿಸಿದೆ. [338, 709, 484, 940]
mela-2-title: ಶ್ರೀ ಧರ್ಮಸ್ಥಳ ಮೇಳ [146, 1411, 224, 1425]
kodagu-side-text: ಕಾಡಾನೆ ದಾಳಿಯಿಂದಾಗಿ ಕೊಡಗು ಜಿಲ್ಲೆಯಲ್ಲಿ ನಿರಂತರ ಸಾವು ನೋವು ಸಂಭವಿಸುತ್ತಿದ್ದು ಅರಣ್ಯ ಸಚಿವರು ಕೂಡಲೇ ಜಿಲ್ಲೆಗೆ ಭೇಟಿ ನೀಡಿ ಪರಿಸ್ಥಿತಿ ಪರಿಶೀಲಿಸಬೇಕು ಎಂದು ಸ್ಥಳೀಯ ಮುಖಂಡರು ಒತ್ತಾಯಿಸಿದ್ದಾರೆ. ಆನೆ ಕಾರಿಡಾರ್ ನಿರ್ಮಾಣ ಹಾಗೂ ಸೋಲಾರ್ ಬೇಲಿ ಅಳವಡಿಕೆ ಶೀಘ್ರ ಪೂರ್ಣಗೊಳಿಸಬೇಕು. ಅರಣ್ಯ ಇಲಾಖೆ ಸಿಬ್ಬಂದಿ ಕೊರತೆ ನೀಗಿಸಬೇಕು. ರೈತರ ಬೆಳೆ ನಷ್ಟಕ್ಕೆ ಸೂಕ್ತ ಪರಿಹಾರ ಒದಗಿಸಬೇಕು. ಜನರ ಜೀವ ರಕ್ಷಣೆ ಸರ್ಕಾರದ ಮೊದಲ ಆದ್ಯತೆಯಾಗಬೇಕು ಎಂದು ಆಗ್ರಹಿಸಿದ್ದಾರೆ. ತಪ್ಪಿದಲ್ಲಿ ಅರಣ್ಯ ಕಚೇರಿ ಎದುರು ಧರಣಿ ನಡೆಸಲಾಗುವುದು ಎಂದು ಎಚ್ಚರಿಕೆ ನೀಡಿದ್ದಾರೆ. [1279, 640, 1497, 786]
canteen-photo-1-scene [285, 1983, 769, 2302]
mela-6-place: ಯಕ್ಷಗಾನ ಸಭಾಂಗಣ, ಮಂಗಳೂರು [133, 1629, 237, 1640]
womens-day-col-3: ಮಹಿಳಾ ಸಂಘಗಳ ಪ್ರತಿನಿಧಿಗಳು, ಸ್ವಸಹಾಯ ಸಂಘದ ಸದಸ್ಯರು ಹಾಗೂ ಅಂಗನವಾಡಿ ಕಾರ್ಯಕರ್ತೆಯರು ಪಾಲ್ಗೊಂಡಿದ್ದರು. ವಿದ್ಯಾರ್ಥಿನಿಯರಿಂದ ಸಾಂಸ್ಕೃತಿಕ ಕಾರ್ಯಕ್ರಮ ನಡೆಯಿತು. ಜಿಲ್ಲಾ ಮಹಿಳಾ ಮತ್ತು ಮಕ್ಕಳ ಅಭಿವೃದ್ಧಿ ಇಲಾಖೆ ಉಪ ನಿರ್ದೇಶಕರು ಸ್ವಾಗತಿಸಿದರು. ಕಾರ್ಯಕ್ರಮದಲ್ಲಿ ವಿವಿಧ ಇಲಾಖೆಗಳ ಅಧಿಕಾರಿಗಳು, ಗಣ್ಯರು ಉಪಸ್ಥಿತರಿದ್ದರು. ಮಹಿಳೆಯರ ಸುರಕ್ಷತೆ ಕುರಿತು ಜಾಗೃತಿ ಮೂಡಿಸಲಾಯಿತು. [687, 1580, 852, 1710]
horizontal-rule [338, 1228, 1497, 1230]
womens-day-figures [511, 1360, 853, 1571]
womens-day-col-1: ▪ಮಡಿಕೇರಿ: ಮಹಿಳೆಯರಿಗೆ ಆರ್ಥಿಕ ಸ್ವಾತಂತ್ರ್ಯವೊಂದೇ ಸಾಲದು, ಅದರೊಂದಿಗೆ ಆರ್ಥಿಕ ಜ್ಞಾನ, ಧೈರ್ಯ ಹಾಗೂ ಆತ್ಮವಿಶ್ವಾಸ ಬೆಳೆಸಿಕೊಳ್ಳಬೇಕು ಎಂದು ಕವಯತ್ರಿ ಸ್ಮಿತಾ ಅಮೃತ್‌ರಾಜ್ ಅಭಿಪ್ರಾಯಪಟ್ಟರು. ಕೊಡಗು ಜಿಲ್ಲಾಡಳಿತ, ಜಿಲ್ಲಾ ಪಂಚಾಯತ್, ಮಹಿಳಾ ಮತ್ತು ಮಕ್ಕಳ ಅಭಿವೃದ್ಧಿ ಇಲಾಖೆ ಸಹಯೋಗದಲ್ಲಿ ನಗರದ ಗಾಂಧಿ ಭವನದಲ್ಲಿ ನಡೆದ ಅಂತಾರಾಷ್ಟ್ರೀಯ ಮಹಿಳಾ ದಿನಾಚರಣೆ ಕಾರ್ಯಕ್ರಮದಲ್ಲಿ ಮುಖ್ಯ ಭಾಷಣಕಾರರಾಗಿ ಮಾತನಾಡಿದರು. ಕುಟುಂಬದ ಆಸ್ತಿ ನಿರ್ವಹಣೆಯಲ್ಲೂ ಮಹಿಳೆಯರ ಪಾಲು ಇರಬೇಕು. [338, 1361, 499, 1542]
kodagu-side-place: ನಾಪೋಕ್ಲು: [1286, 640, 1322, 651]
womens-day-col-1-text: ಮಹಿಳೆಯರಿಗೆ ಆರ್ಥಿಕ ಸ್ವಾತಂತ್ರ್ಯವೊಂದೇ ಸಾಲದು, ಅದರೊಂದಿಗೆ ಆರ್ಥಿಕ ಜ್ಞಾನ, ಧೈರ್ಯ ಹಾಗೂ ಆತ್ಮವಿಶ್ವಾಸ ಬೆಳೆಸಿಕೊಳ್ಳಬೇಕು ಎಂದು ಕವಯತ್ರಿ ಸ್ಮಿತಾ ಅಮೃತ್‌ರಾಜ್ ಅಭಿಪ್ರಾಯಪಟ್ಟರು. ಕೊಡಗು ಜಿಲ್ಲಾಡಳಿತ, ಜಿಲ್ಲಾ ಪಂಚಾಯತ್, ಮಹಿಳಾ ಮತ್ತು ಮಕ್ಕಳ ಅಭಿವೃದ್ಧಿ ಇಲಾಖೆ ಸಹಯೋಗದಲ್ಲಿ ನಗರದ ಗಾಂಧಿ ಭವನದಲ್ಲಿ ನಡೆದ ಅಂತಾರಾಷ್ಟ್ರೀಯ ಮಹಿಳಾ ದಿನಾಚರಣೆ ಕಾರ್ಯಕ್ರಮದಲ್ಲಿ ಮುಖ್ಯ ಭಾಷಣಕಾರರಾಗಿ ಮಾತನಾಡಿದರು. ಕುಟುಂಬದ ಆಸ್ತಿ ನಿರ್ವಹಣೆಯಲ್ಲೂ ಮಹಿಳೆಯರ ಪಾಲು ಇರಬೇಕು. [338, 1361, 499, 1542]
page-number: ೦೭ [1229, 86, 1267, 125]
elephant-sub-col-1-text: ಕೊಡಗು ಜಿಲ್ಲೆಯಲ್ಲಿ ವನ್ಯಜೀವಿ ಹಾಗೂ ಮಾನವ ಸಂಘರ್ಷ ತೀವ್ರಗೊಂಡಿದೆ. ಕಳೆದ 10 ದಿನಗಳಲ್ಲಿ ಕಾಡಾನೆ ದಾಳಿಗೆ ಎರಡು ಅಮಾಯಕ ಜೀವಗಳು ಬಲಿಯಾಗಿದ್ದು ಅರಣ್ಯ ಸಚಿವರು ಈ ಕುರಿತು ಕ್ರಮ ಕೈಗೊಳ್ಳಲು ವಿಫಲರಾಗಿದ್ದಾರೆ. ಆದ್ದರಿಂದ ಸಚಿವರು ನೈತಿಕ ಹೊಣೆ ಹೊತ್ತು ರಾಜೀನಾಮೆ ನೀಡಬೇಕು ಎಂದು ವಿರಾಜಪೇಟೆ ಮಂಡಲ ಬಿಜೆಪಿ ಒತ್ತಾಯಿಸಿದೆ. [779, 756, 933, 886]
yakshagana-content [67, 1277, 303, 1837]
jatra-body-2: ಜಾತ್ರೋತ್ಸವದ ವಿವಿಧ ವಿಭಾಗಗಳ ಕುರಿತು ಸಭೆಯಲ್ಲಿ ಚರ್ಚಿಸಲಾಯಿತು. ಜಾತ್ರೆಯ ಒಟ್ಟು ಆದಾಯ ರೂ.28,37,697 ಹಾಗೂ ಒಟ್ಟು ಖರ್ಚು ರೂ.25,19,186 ಆಗಿದೆ. ಉಳಿಕೆ ರೂ.3,18,511 ಆಗಿರುತ್ತದೆ. ಊರ ಭಕ್ತಾಭಿಮಾನಿಗಳು ಉದಾರವಾಗಿ ಸಹಕರಿಸಿದ್ದಾರೆ. ಜಾತ್ರೆ ಯಶಸ್ವಿಯಾಗಲು ಸಹಕರಿಸಿದ ಎಲ್ಲರಿಗೂ ಕೃತಜ್ಞತೆ ಸಲ್ಲಿಸಲಾಯಿತು. ಮುಂದಿನ ವರ್ಷದ ಜಾತ್ರೆಯ ಸಿದ್ಧತೆ ಕುರಿತು ಸಮಾಲೋಚಿಸಲಾಯಿತು. ದೇವಳದ ಅಭಿವೃದ್ಧಿ ಕಾಮಗಾರಿಗಳ ಬಗ್ಗೆ ಮಾಹಿತಿ ನೀಡಲಾಯಿತು. ಸಮಿತಿ ಸದಸ್ಯರು, ಅರ್ಚಕರು ಹಾಗೂ ಗ್ರಾಮಸ್ಥರು ಉಪಸ್ಥಿತರಿದ್ದರು. [872, 1481, 1102, 1611]
canteen-caption-2: ಗುರುತಿಸಲಾಗಿದ್ದ ಮಹಾನಗರಪಾಲಿಕೆ ಸಮೀಪದ ಜಾಗ. [530, 2312, 697, 2324]
canteen-right-col: ಬಳಿ ಕಾದಿರಿಸಿದ್ದ ಜಾಗವನ್ನು ಪರಿಶೀಲಿಸಿದ ಅಧಿಕಾರಿಗಳು ಅದನ್ನು ಒಪ್ಪಿಲ್ಲ. ಪ್ರಸ್ತುತ ಪಟ್ಟಣ ಪಂಚಾಯತ್ ಕಚೇರಿ ಸಮೀಪದ ಜಾಗದ ಕುರಿತು ಪ್ರಸ್ತಾವನೆ ಸಲ್ಲಿಸಲಾಗಿದೆ. ಜಿಲ್ಲಾಧಿಕಾರಿಗಳ ಅನುಮೋದನೆ ದೊರೆತರೆ ಶೀಘ್ರ ಕಾಮಗಾರಿ ಆರಂಭವಾಗಲಿದೆ. ಕಡಬ ತಾಲೂಕು ರಚನೆಯಾದ ಬಳಿಕ ಸರ್ಕಾರಿ ಕಚೇರಿಗಳಿಗೆ ಬರುವ ಜನರ ಸಂಖ್ಯೆ ಹೆಚ್ಚಾಗಿದೆ. ಕೂಲಿ ಕಾರ್ಮಿಕರು, ವಿದ್ಯಾರ್ಥಿಗಳು ಹಾಗೂ ಗ್ರಾಮೀಣ ಪ್ರದೇಶದ ಜನರಿಗೆ ಕ್ಯಾಂಟೀನ್ ಅನುಕೂಲವಾಗಲಿದೆ. ಇಂದಿರಾ ಕ್ಯಾಂಟೀನ್ ಪ್ರಾರಂಭಿಸುವ ಬಗ್ಗೆ ಜಿಲ್ಲಾಡಳಿತ ಶೀಘ್ರ ನಿರ್ಧಾರ ಕೈಗೊಳ್ಳಬೇಕು ಎಂದು ಸಾರ್ವಜನಿಕರು ಆಗ್ರಹಿಸಿದ್ದಾರೆ. [1263, 1985, 1497, 2114]
temple-headline: ಎಲ್ಲರೂ ಒಂದಾಗಿ ಮಂದಿರ ನಿರ್ಮಿಸಿ [1121, 1260, 1419, 1291]
canteen-quote-title: ಬೇಕಾಗಿದೆ ಸೂಕ್ತ ಜಾಗ [839, 1995, 958, 2014]
yakshagana-box [48, 1211, 322, 1850]
mela-6-show: ಶ್ರೀ ತುಳಸಿ [167, 1641, 204, 1655]
elephant-sub-place: ಮಡಿಕೇರಿ: [790, 756, 823, 768]
temple-col-1-text: ಜಾಲ್ಸೂರು ಗ್ರಾಮದ ಶ್ರೀಕೃಷ್ಣ ಭಜನಾ ಮಂದಿರದ ನೂತನ ಕಟ್ಟಡ ನಿರ್ಮಾಣ ಕಾರ್ಯಕ್ಕೆ ಒಡಿಯೂರು ಶ್ರೀ ಗುರುದೇವದತ್ತ ಸಂಸ್ಥಾನದ ಮೋಹನದಾಸ ಪರಮಹಂಸ ಸ್ವಾಮೀಜಿ ಭೇಟಿ ನೀಡಿ ಆಶೀರ್ವಚನ ನೀಡಿದರು. ಊರಿನ ಎಲ್ಲರೂ ಒಂದಾಗಿ ಶ್ರದ್ಧೆಯಿಂದ ಮಂದಿರ ನಿರ್ಮಾಣ ಕಾರ್ಯ ಪೂರ್ಣಗೊಳಿಸಬೇಕು. ಭಜನೆಯಿಂದ ಮನಸ್ಸಿಗೆ ಶಾಂತಿ ದೊರೆಯುತ್ತದೆ ಎಂದರು. [1121, 1516, 1302, 1629]
kiru-item-3-body: ▪ಬೆಳ್ತಂಗಡಿ: ಗ್ರಾಮೀಣ ಅಭ್ಯರ್ಥಿಗಳ ಬದುಕಿಗೆ ಸ್ವ ಉದ್ಯೋಗವೇ ದಾರಿದೀಪ. ತರಬೇತಿ ಪಡೆದ ಅಭ್ಯರ್ಥಿಗಳು ಸ್ವಂತ ಉದ್ಯಮ ಸ್ಥಾಪಿಸಿ ಇತರರಿಗೂ ಉದ್ಯೋಗ ನೀಡುವಂತಾಗಬೇಕು ಎಂದು ರುಡ್‌ಸೆಟ್ ನಿರ್ದೇಶಕ ಅಜಯ್ ಹೇಳಿದರು. ಉಜಿರೆ ರುಡ್‌ಸೆಟ್ ಸಂಸ್ಥೆಯಲ್ಲಿ ನಡೆದ ಉದ್ಯಮಶೀಲತಾ ತರಬೇತಿಯ ಸಮಾರೋಪದಲ್ಲಿ ಪ್ರಮಾಣ ಪತ್ರ ವಿತರಿಸಿ ಮಾತನಾಡಿದರು. ಉಪನ್ಯಾಸಕರು, ಸಿಬ್ಬಂದಿ ಉಪಸ್ಥಿತರಿದ್ದರು. [48, 924, 320, 1003]
kiru-item-2-place: ಮೂಲ್ಕಿ: [58, 601, 85, 613]
brand-name: ಹೊಸ ದಿಗಂತ [1192, 51, 1335, 88]
elephant-col-1: ▪ಮಡಿಕೇರಿ: ಕೊಡಗು ಜಿಲ್ಲೆಯಲ್ಲಿ ಕಾಡಾನೆಗಳ ನಿರಂತರ ದಾಳಿಯಿಂದ ಅಮಾಯಕ ಜೀವಗಳು ಬಲಿಯಾಗುತ್ತಿರುವುದನ್ನು ತೀವ್ರವಾಗಿ ಖಂಡಿಸಿರುವ ಜಿಲ್ಲಾ ಬಿಜೆಪಿ ಮಹಿಳಾ ಮೋರ್ಚಾ ಅರಣ್ಯ ಸಚಿವರು ಶಾಶ್ವತ ಪರಿಹಾರ ಕಲ್ಪಿಸಬೇಕೆಂದು ಒತ್ತಾಯಿಸಿದೆ. ಜಿಲ್ಲೆಯಲ್ಲಿ ಕಾಫಿ ತೋಟಗಳಲ್ಲಿ ಕೆಲಸ ಮಾಡುವ ಕಾರ್ಮಿಕರು ಭಯದ ವಾತಾವರಣದಲ್ಲಿ ಬದುಕುತ್ತಿದ್ದಾರೆ. ಈ ಸಂಬಂಧ ಪತ್ರಿಕಾ ಹೇಳಿಕೆ ನೀಡಿರುವ ಮಹಿಳಾ ಮೋರ್ಚಾ ಅಧ್ಯಕ್ಷರು ಕಳೆದ 10 ದಿನಗಳಲ್ಲಿ ಕಾಡಾನೆ ದಾಳಿಗೆ ಎರಡು ಜೀವಗಳು ಬಲಿಯಾಗಿವೆ ಎಂದು ಆಕ್ರೋಶ ವ್ಯಕ್ತಪಡಿಸಿದ್ದಾರೆ. ಅರಣ್ಯ ಇಲಾಖೆ ನಿರ್ಲಕ್ಷ್ಯ ವಹಿಸಿದೆ. [338, 709, 484, 940]
column-rule [1267, 568, 1269, 1228]
virajpet-portrait [941, 845, 1088, 977]
bjp-women-photo [338, 157, 961, 412]
mela-1-item-4: 4. ಕಿನ್ನಿಗೋಳಿ ಮೂರುಕಾವೇರಿ [67, 1341, 155, 1352]
lpg-portrait [1244, 353, 1338, 470]
canteen-mid-col-1: ಕಡಬದ ಇಂದಿರಾ ಕ್ಯಾಂಟೀನ್ ಕಾರ್ಯಾರಂಭ ಮಾಡುತ್ತಿರುವ ಬಗ್ಗೆ ಜನಪ್ರತಿನಿಧಿಗಳು ಹಲವು ಬಾರಿ ಭರವಸೆ ನೀಡಿದ್ದರೂ ಅದು ಈಡೇರಿಲ್ಲ. ಆರಂಭದಲ್ಲಿ ಗುರುತಿಸಲಾದ ಜಾಗದಲ್ಲಿ ತಾಂತ್ರಿಕ ಸಮಸ್ಯೆ ಎದುರಾಗಿದೆ. ನಂತರ ಬೇರೆ ಜಾಗಗಳನ್ನು ಪರಿಶೀಲಿಸಲಾಗಿದೆ. [777, 2173, 1008, 2236]
portrait-body [1418, 870, 1481, 915]
kiru-label-a: ಕಿರು [106, 152, 141, 183]
portrait-head [1272, 369, 1310, 415]
yakshagana-title: ಇಂದು ಯಕ್ಷಗಾನ [64, 1220, 207, 1251]
kiru-item-3-headline: ರುಡ್‌ಸೆಟ್‌ನಲ್ಲಿ ತರಬೇತಿ ಸಮಾರೋಪ [78, 862, 308, 884]
canteen-byline-text: ತುಳಸಿ ಕಡಬ [58, 1984, 102, 1996]
lpg-col-2b [1344, 353, 1497, 553]
kodagu-side-portrait [1405, 814, 1491, 915]
canteen-mid-col-2: ಎಪಿಎಂಸಿ ಪ್ರಾಂಗಣದ ಬಳಿ ಕಾದಿರಿಸಿದ ಜಾಗ ಸೂಕ್ತವಲ್ಲ ಎಂದು ತಿರಸ್ಕರಿಸಲಾಗಿದೆ. ಕಡಬ ಪಟ್ಟಣ ಪಂಚಾಯತ್ ವ್ಯಾಪ್ತಿಯಲ್ಲಿ ಸರ್ಕಾರಿ ಜಾಗದ ಕೊರತೆ ಇದೆ. ಜನರು ಹೋಟೆಲ್‌ಗಳಲ್ಲಿ ದುಬಾರಿ ದರ ತೆರಬೇಕಾಗಿದೆ. [1018, 2192, 1248, 2254]
canteen-byline: ▪ ತುಳಸಿ ಕಡಬ [48, 1984, 102, 1996]
lpg-kicker: ಎಲ್‌ಪಿಜಿ ಕೊರತೆಗೆ ಕಾಂಗ್ರೆಸ್ ಪ್ರತಿಭಟನೆ [983, 152, 1216, 174]
mela-4-show-b: ಶಿವಪಂಚಾಕ್ಷರಿ (ಕ್ಷೇತ್ರ ಮಹಾತ್ಮೆ) [137, 1542, 233, 1552]
kiru-item-1-place: ಮೂಲ್ಕಿ: [55, 302, 82, 313]
